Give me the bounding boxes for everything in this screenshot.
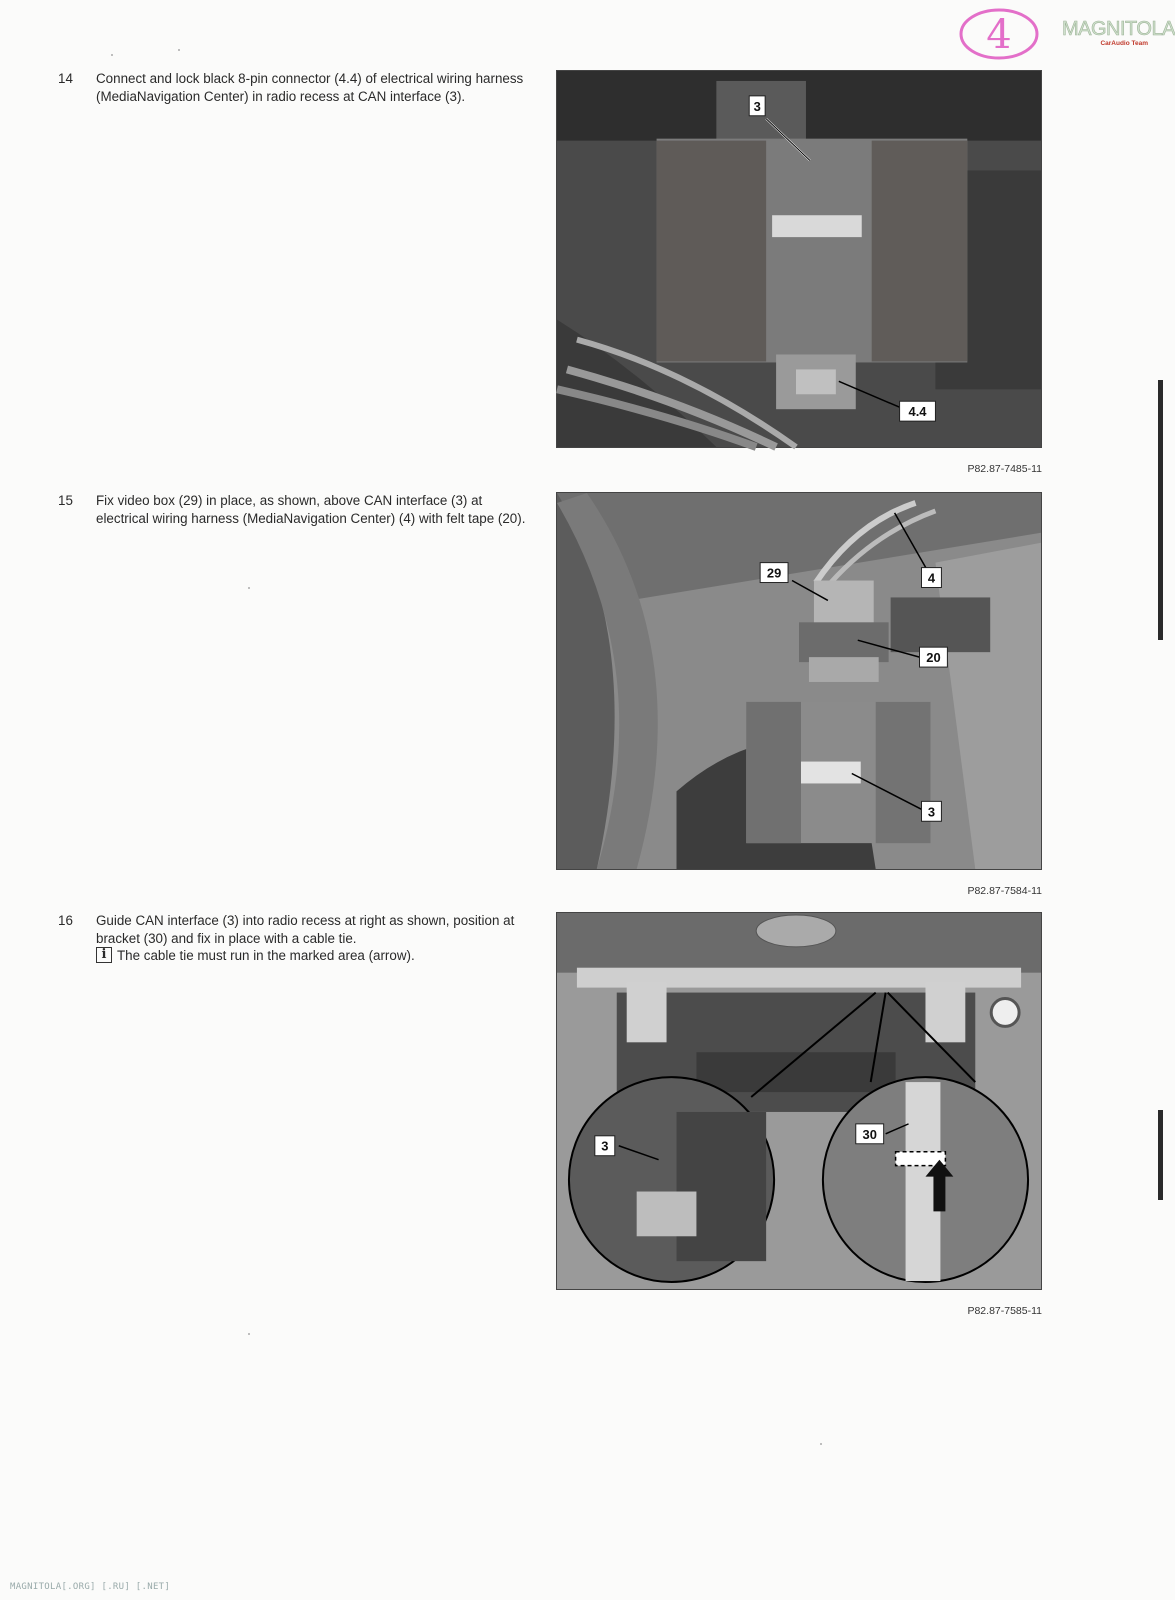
step-text: Guide CAN interface (3) into radio recess at right as shown, position at bracket (30) and fix in place with a cable tie. xyxy=(96,913,515,946)
step-number: 14 xyxy=(58,71,73,86)
callout-4: 4 xyxy=(927,570,936,586)
brand-subtitle: CarAudio Team xyxy=(1100,40,1148,47)
figure-caption: P82.87-7584-11 xyxy=(967,885,1042,897)
callout-30: 30 xyxy=(862,1126,877,1142)
step-number: 15 xyxy=(58,493,73,508)
brand-watermark xyxy=(1062,18,1175,52)
figure-can-interface-bracket xyxy=(556,912,1042,1290)
figure-video-box-felt-tape xyxy=(556,492,1042,870)
callout-29: 29 xyxy=(766,565,782,581)
note-text: The cable tie must run in the marked area (arrow). xyxy=(117,948,415,963)
step-text-block xyxy=(96,912,526,965)
footer-watermark: MAGNITOLA[.ORG] [.RU] [.NET] xyxy=(10,1582,171,1592)
figure-caption: P82.87-7585-11 xyxy=(967,1305,1042,1317)
callout-4-4: 4.4 xyxy=(908,404,927,420)
figure-caption: P82.87-7485-11 xyxy=(967,463,1042,475)
step-number: 16 xyxy=(58,913,73,928)
callout-3: 3 xyxy=(753,98,761,114)
step-text: Fix video box (29) in place, as shown, above CAN interface (3) at electrical wiring harness (MediaNavigation Center) (4) with felt tape (20). xyxy=(96,493,526,526)
step-note xyxy=(96,947,526,965)
callout-3: 3 xyxy=(927,804,936,820)
step-text: Connect and lock black 8-pin connector (4.4) of electrical wiring harness (MediaNavigation Center) in radio recess at CAN interface (3). xyxy=(96,71,524,104)
callout-20: 20 xyxy=(926,650,941,666)
info-icon: i xyxy=(96,947,112,963)
brand-name: MAGNITOLA xyxy=(1062,18,1175,40)
callout-3: 3 xyxy=(601,1138,609,1154)
svg-text:4: 4 xyxy=(986,12,1012,58)
figure-can-interface-connector xyxy=(556,70,1042,448)
handwritten-page-number-stamp xyxy=(957,6,1041,62)
